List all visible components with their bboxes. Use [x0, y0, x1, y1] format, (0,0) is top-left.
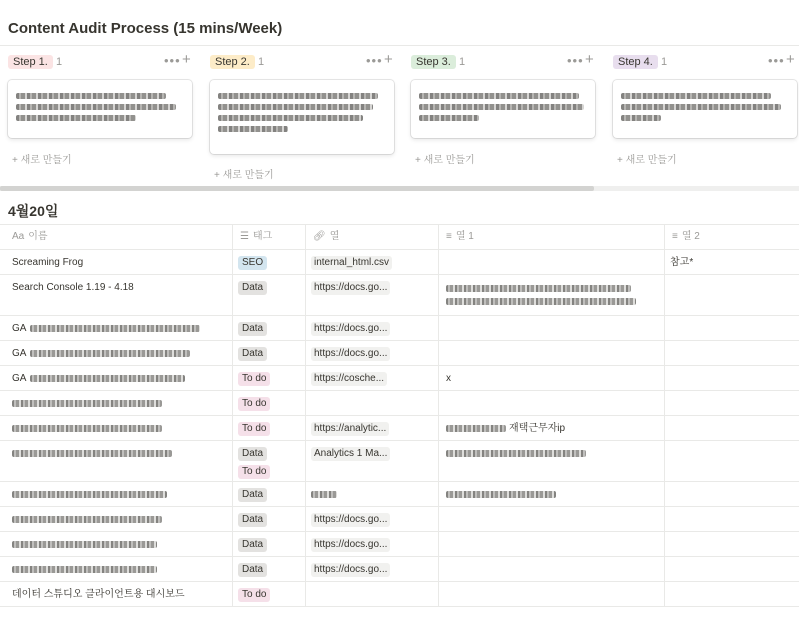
cell-col2[interactable] [664, 250, 799, 270]
row-name-text: GA [12, 348, 27, 359]
board-card[interactable] [411, 80, 595, 138]
cell-col2[interactable] [664, 582, 799, 588]
table-row[interactable] [0, 366, 799, 391]
cell-col1[interactable] [438, 391, 664, 397]
column-divider [232, 557, 233, 581]
header-label: 열 1 [455, 231, 474, 242]
cell-link[interactable] [305, 441, 438, 461]
cell-name[interactable] [0, 366, 232, 386]
table-header [0, 224, 799, 250]
header-col1[interactable] [438, 225, 664, 249]
column-divider [438, 416, 439, 440]
blurred-text [12, 541, 157, 548]
link-chip[interactable]: https://docs.go... [311, 538, 390, 552]
cell-name[interactable] [0, 532, 232, 552]
column-divider [305, 225, 306, 249]
tag-chip: Data [238, 488, 267, 502]
cell-link[interactable] [305, 250, 438, 270]
column-divider [232, 532, 233, 556]
row-name-text: Search Console 1.19 - 4.18 [12, 282, 134, 293]
blurred-text [12, 516, 162, 523]
column-divider [305, 532, 306, 556]
cell-col2[interactable] [664, 391, 799, 397]
cell-name[interactable] [0, 316, 232, 336]
more-icon[interactable]: ••• [366, 53, 383, 68]
cell-tag[interactable] [232, 482, 305, 506]
column-divider [305, 557, 306, 581]
column-divider [664, 341, 665, 365]
table-row[interactable] [0, 316, 799, 341]
cell-link[interactable] [305, 341, 438, 361]
header-col[interactable] [305, 225, 438, 249]
column-divider [438, 557, 439, 581]
cell-name[interactable] [0, 507, 232, 527]
column-count: 1 [56, 56, 63, 68]
column-divider [664, 250, 665, 274]
cell-col2[interactable] [664, 507, 799, 513]
cell-col2[interactable] [664, 316, 799, 322]
table-body [0, 250, 799, 607]
cell-col2[interactable] [664, 441, 799, 447]
tag-chip: SEO [238, 256, 267, 270]
column-divider [664, 416, 665, 440]
header-label: 열 [329, 231, 340, 242]
blurred-text [446, 491, 556, 498]
column-divider [305, 391, 306, 415]
add-icon[interactable]: + [384, 51, 393, 68]
add-icon[interactable]: + [585, 51, 594, 68]
column-divider [664, 366, 665, 390]
add-icon[interactable]: + [786, 51, 795, 68]
board-column-step-2 [210, 50, 400, 181]
step-tag[interactable]: Step 3. [411, 55, 456, 69]
cell-tag[interactable] [232, 341, 305, 365]
column-count: 1 [661, 56, 668, 68]
link-chip[interactable]: https://docs.go... [311, 322, 390, 336]
tag-chip: Data [238, 281, 267, 295]
cell-link[interactable] [305, 582, 438, 588]
table-row[interactable] [0, 557, 799, 582]
cell-col2[interactable] [664, 482, 799, 488]
cell-col2[interactable] [664, 366, 799, 372]
header-col2[interactable] [664, 225, 799, 249]
column-divider [664, 441, 665, 481]
blurred-text [12, 425, 162, 432]
column-divider [305, 507, 306, 531]
cell-name[interactable] [0, 391, 232, 411]
column-header [411, 50, 601, 76]
tag-chip: Data [238, 538, 267, 552]
tag-chip: To do [238, 422, 270, 436]
cell-link[interactable] [305, 482, 438, 502]
horizontal-scrollbar-thumb[interactable] [0, 186, 594, 191]
step-tag[interactable]: Step 4. [613, 55, 658, 69]
cell-link[interactable] [305, 416, 438, 436]
cell-link[interactable] [305, 366, 438, 386]
cell-col2[interactable] [664, 532, 799, 538]
column-divider [438, 391, 439, 415]
new-card-button[interactable]: + 새로 만들기 [415, 155, 475, 166]
table-row[interactable] [0, 391, 799, 416]
column-divider [232, 441, 233, 481]
column-divider [664, 582, 665, 606]
cell-col1[interactable] [438, 507, 664, 513]
cell-col1[interactable] [438, 582, 664, 588]
row-name-text: Screaming Frog [12, 257, 84, 268]
cell-name[interactable] [0, 441, 232, 461]
tag-chip: Data [238, 347, 267, 361]
column-divider [664, 316, 665, 340]
cell-col2[interactable] [664, 416, 799, 422]
column-header [210, 50, 400, 76]
column-divider [232, 416, 233, 440]
column-divider [438, 341, 439, 365]
blurred-text [12, 491, 167, 498]
blurred-text [218, 126, 288, 132]
column-divider [305, 250, 306, 274]
column-divider [438, 441, 439, 481]
cell-col1[interactable] [438, 341, 664, 347]
column-divider [232, 341, 233, 365]
cell-col1[interactable] [438, 416, 664, 436]
blurred-text [446, 298, 636, 305]
blurred-text [446, 285, 631, 292]
cell-tag[interactable] [232, 557, 305, 581]
blurred-text [218, 115, 363, 121]
cell-link[interactable] [305, 275, 438, 295]
tag-chip: Data [238, 563, 267, 577]
cell-link[interactable] [305, 391, 438, 397]
header-tag[interactable] [232, 225, 305, 249]
more-icon[interactable]: ••• [567, 53, 584, 68]
cell-col1[interactable] [438, 250, 664, 256]
column-divider [438, 225, 439, 249]
table-row[interactable] [0, 416, 799, 441]
cell-col2[interactable] [664, 557, 799, 563]
column-divider [305, 341, 306, 365]
column-divider [438, 582, 439, 606]
cell-name[interactable] [0, 416, 232, 436]
column-divider [438, 275, 439, 315]
cell-col1[interactable] [438, 482, 664, 502]
cell-tag[interactable] [232, 532, 305, 556]
cell-link[interactable] [305, 557, 438, 577]
column-divider [664, 507, 665, 531]
blurred-text [621, 115, 661, 121]
column-divider [664, 391, 665, 415]
link-chip[interactable]: Analytics 1 Ma... [311, 447, 390, 461]
header-label: 태그 [252, 231, 273, 242]
table-row[interactable] [0, 341, 799, 366]
tag-chip: Data [238, 513, 267, 527]
more-icon[interactable]: ••• [768, 53, 785, 68]
board-column-step-4 [613, 50, 799, 166]
column-divider [232, 250, 233, 274]
blurred-text [446, 450, 586, 457]
board-card[interactable] [613, 80, 797, 138]
database-table [0, 224, 799, 607]
column-divider [664, 275, 665, 315]
column-header [8, 50, 198, 76]
header-label: 열 2 [681, 231, 700, 242]
table-row[interactable] [0, 275, 799, 316]
column-divider [664, 532, 665, 556]
cell-tag[interactable] [232, 316, 305, 340]
cell-tag[interactable] [232, 275, 305, 299]
board-column-step-1 [8, 50, 198, 166]
kanban-board [0, 50, 799, 185]
cell-tag[interactable] [232, 250, 305, 274]
cell-name[interactable] [0, 275, 232, 295]
link-chip[interactable]: https://docs.go... [311, 563, 390, 577]
cell-tag[interactable] [232, 366, 305, 390]
cell-tag[interactable] [232, 416, 305, 440]
cell-tag[interactable] [232, 582, 305, 606]
link-chip[interactable]: https://docs.go... [311, 347, 390, 361]
header-label: 이름 [28, 231, 48, 242]
cell-col1[interactable] [438, 275, 664, 311]
cell-link[interactable] [305, 316, 438, 336]
column-divider [305, 366, 306, 390]
blurred-text [311, 491, 337, 498]
column-divider [664, 557, 665, 581]
cell-link[interactable] [305, 532, 438, 552]
row-name-text: GA [12, 373, 27, 384]
section-title: 4월20일 [8, 203, 59, 219]
cell-link[interactable] [305, 507, 438, 527]
tag-chip: To do [238, 465, 270, 479]
cell-col1[interactable] [438, 557, 664, 563]
column-divider [305, 482, 306, 506]
cell-col2[interactable] [664, 341, 799, 347]
title-divider [0, 45, 799, 46]
blurred-text [16, 104, 176, 110]
column-divider [232, 366, 233, 390]
cell-name[interactable] [0, 582, 232, 602]
blurred-text [621, 104, 781, 110]
column-count: 1 [459, 56, 466, 68]
blurred-text [419, 93, 579, 99]
board-card[interactable] [8, 80, 192, 138]
table-row[interactable] [0, 507, 799, 532]
column-divider [232, 316, 233, 340]
column-divider [664, 225, 665, 249]
cell-name[interactable] [0, 250, 232, 270]
step-tag[interactable]: Step 1. [8, 55, 53, 69]
column-divider [438, 532, 439, 556]
blurred-text [30, 325, 200, 332]
column-divider [305, 582, 306, 606]
blurred-text [12, 450, 172, 457]
link-chip[interactable]: internal_html.csv [311, 256, 392, 270]
more-icon[interactable]: ••• [164, 53, 181, 68]
cell-name[interactable] [0, 557, 232, 577]
column-divider [664, 482, 665, 506]
column-divider [232, 391, 233, 415]
column-divider [305, 441, 306, 481]
column-divider [232, 582, 233, 606]
column-divider [438, 507, 439, 531]
blurred-text [218, 93, 378, 99]
column-divider [438, 250, 439, 274]
tag-chip: To do [238, 588, 270, 602]
cell-col1[interactable] [438, 316, 664, 322]
blurred-text [12, 400, 162, 407]
step-tag[interactable]: Step 2. [210, 55, 255, 69]
blurred-text [16, 115, 136, 121]
table-row[interactable] [0, 250, 799, 275]
blurred-text [30, 350, 190, 357]
column-divider [232, 225, 233, 249]
column-divider [305, 416, 306, 440]
column-divider [232, 275, 233, 315]
cell-col1[interactable] [438, 366, 664, 386]
header-name[interactable] [4, 225, 232, 249]
link-chip[interactable]: https://docs.go... [311, 281, 390, 295]
col1-text: x [446, 373, 451, 384]
tag-chip: To do [238, 397, 270, 411]
cell-name[interactable] [0, 341, 232, 361]
board-column-step-3 [411, 50, 601, 166]
table-row[interactable] [0, 582, 799, 607]
row-name-text: 데이터 스튜디오 클라이언트용 대시보드 [12, 589, 185, 600]
column-divider [232, 507, 233, 531]
new-card-button[interactable]: + 새로 만들기 [214, 170, 274, 181]
column-divider [305, 275, 306, 315]
link-icon: 🔗︎ [313, 231, 326, 242]
blurred-text [446, 425, 506, 432]
new-card-button[interactable]: + 새로 만들기 [12, 155, 72, 166]
cell-col1[interactable] [438, 532, 664, 538]
text-type-icon: Aa [12, 231, 25, 242]
blurred-text [16, 93, 166, 99]
column-divider [438, 366, 439, 390]
cell-tag[interactable] [232, 391, 305, 415]
row-name-text: GA [12, 323, 27, 334]
table-row[interactable] [0, 482, 799, 507]
tag-chip: Data [238, 322, 267, 336]
tag-chip: To do [238, 372, 270, 386]
cell-col1[interactable] [438, 441, 664, 461]
column-divider [438, 482, 439, 506]
blurred-text [12, 566, 157, 573]
list-icon: ☰ [240, 231, 249, 242]
column-count: 1 [258, 56, 265, 68]
add-icon[interactable]: + [182, 51, 191, 68]
page-title: Content Audit Process (15 mins/Week) [8, 20, 283, 37]
link-chip[interactable]: https://analytic... [311, 422, 389, 436]
col2-text: 참고* [670, 257, 694, 268]
table-row[interactable] [0, 441, 799, 482]
col1-text: 재택근무자ip [509, 423, 566, 434]
column-divider [305, 316, 306, 340]
text-lines-icon: ≡ [446, 231, 452, 242]
blurred-text [419, 104, 584, 110]
cell-name[interactable] [0, 482, 232, 502]
text-lines-icon: ≡ [672, 231, 678, 242]
blurred-text [218, 104, 373, 110]
link-chip[interactable]: https://cosche... [311, 372, 387, 386]
new-card-button[interactable]: + 새로 만들기 [617, 155, 677, 166]
blurred-text [621, 93, 771, 99]
board-card[interactable] [210, 80, 394, 154]
column-divider [232, 482, 233, 506]
table-row[interactable] [0, 532, 799, 557]
cell-tag[interactable] [232, 441, 305, 483]
column-header [613, 50, 799, 76]
blurred-text [419, 115, 479, 121]
cell-tag[interactable] [232, 507, 305, 531]
cell-col2[interactable] [664, 275, 799, 281]
column-divider [438, 316, 439, 340]
tag-chip: Data [238, 447, 267, 461]
blurred-text [30, 375, 185, 382]
link-chip[interactable]: https://docs.go... [311, 513, 390, 527]
